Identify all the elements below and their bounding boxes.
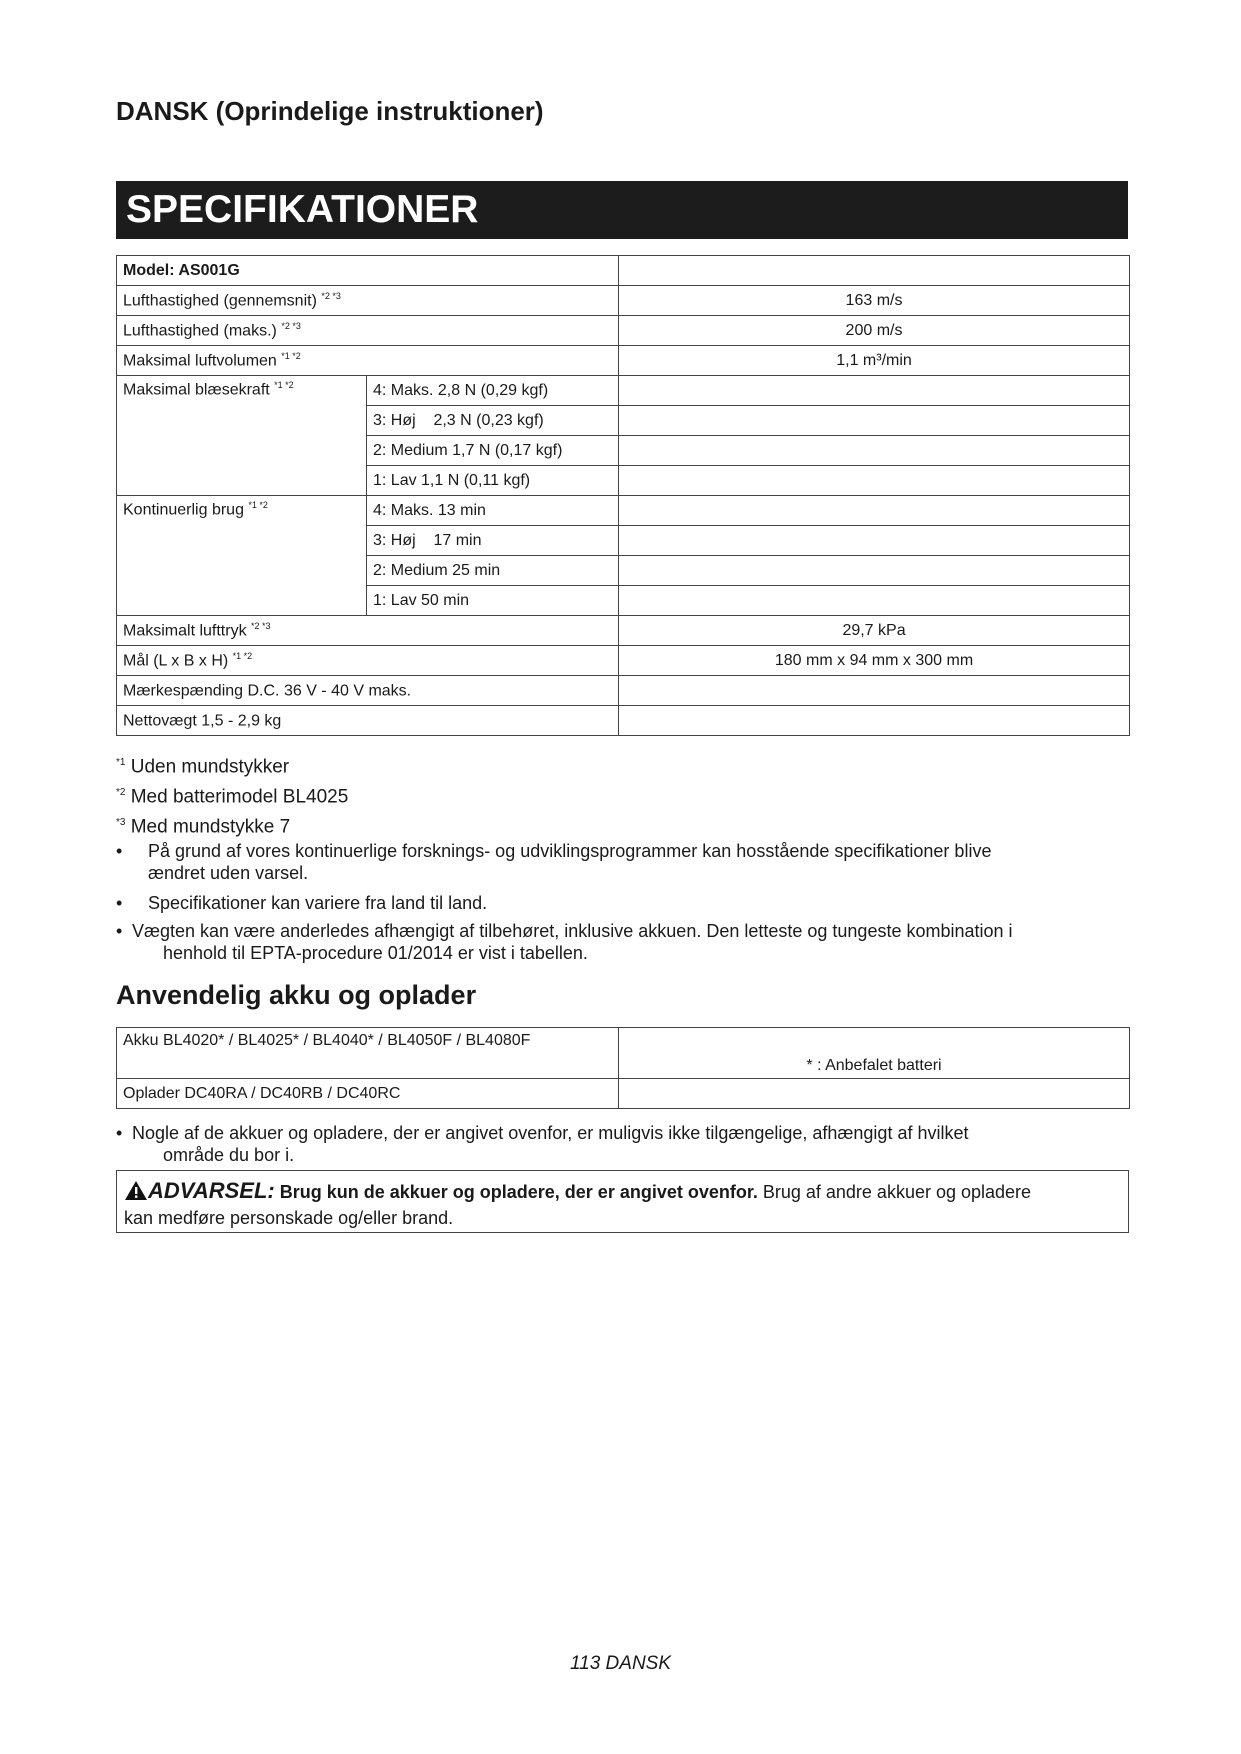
empty-cell — [619, 1079, 1130, 1109]
footnote: $^{*1}$ Uden mundstykker — [116, 756, 290, 778]
spec-value: 200 m/s — [619, 316, 1130, 346]
bullet-mark: • — [116, 921, 123, 941]
spec-value: 163 m/s — [619, 286, 1130, 316]
table-row — [117, 706, 1130, 736]
akku-cell: Akku BL4020* / BL4025* / BL4040* / BL4050F / BL4080F — [117, 1028, 619, 1079]
table-row — [117, 376, 1130, 406]
spec-value — [619, 676, 1130, 706]
warning-text: Brug af andre akkuer og opladere — [757, 1182, 1032, 1202]
table-row — [117, 616, 1130, 646]
mode-cell: 2: Medium 1,7 N (0,17 kgf) — [367, 436, 619, 466]
bullet-text: På grund af vores kontinuerlige forsknings- og udviklingsprogrammer kan hosstående specifikationer blive — [148, 841, 992, 861]
footnote: $^{*3}$ Med mundstykke 7 — [116, 816, 291, 838]
mode-cell: 4: Maks. 13 min — [367, 496, 619, 526]
empty-cell — [619, 406, 1130, 436]
page-footer: 113 DANSK — [569, 1653, 672, 1674]
spec-value: 29,7 kPa — [619, 616, 1130, 646]
bullet-text: område du bor i. — [163, 1145, 295, 1165]
empty-cell — [619, 586, 1130, 616]
bullet-text: Nogle af de akkuer og opladere, der er angivet ovenfor, er muligvis ikke tilgængelige, afhængigt af hvilket — [132, 1123, 969, 1143]
bullet-text: ændret uden varsel. — [148, 863, 309, 883]
spec-label: Lufthastighed (maks.) $^{*2 *3}$ — [117, 316, 619, 346]
bullet-item — [116, 840, 1126, 884]
table-row — [117, 676, 1130, 706]
spec-label: Maksimal luftvolumen $^{*1 *2}$ — [117, 346, 619, 376]
bullet-text: henhold til EPTA-procedure 01/2014 er vist i tabellen. — [163, 943, 588, 963]
empty-cell — [619, 556, 1130, 586]
mode-cell: 3: Høj 2,3 N (0,23 kgf) — [367, 406, 619, 436]
spec-value: 1,1 m³/min — [619, 346, 1130, 376]
empty-cell — [619, 436, 1130, 466]
table-row — [117, 1079, 1130, 1109]
page-language-title: DANSK (Oprindelige instruktioner) — [116, 96, 544, 126]
akku-section-title: Anvendelig akku og oplader — [116, 980, 477, 1010]
table-row — [117, 646, 1130, 676]
table-row — [117, 346, 1130, 376]
bullet-text: Specifikationer kan variere fra land til land. — [148, 893, 488, 913]
spec-label: Maksimal blæsekraft $^{*1 *2}$ — [117, 376, 367, 496]
empty-cell — [619, 526, 1130, 556]
mode-cell: 4: Maks. 2,8 N (0,29 kgf) — [367, 376, 619, 406]
akku-table — [116, 1027, 1130, 1109]
spec-label: Mål (L x B x H) $^{*1 *2}$ — [117, 646, 619, 676]
spec-label: Mærkespænding D.C. 36 V - 40 V maks. — [117, 676, 619, 706]
section-banner: SPECIFIKATIONER — [116, 181, 1128, 239]
warning-triangle-icon — [124, 1180, 148, 1207]
footnote: $^{*2}$ Med batterimodel BL4025 — [116, 786, 349, 808]
empty-cell — [619, 466, 1130, 496]
akku-note: * : Anbefalet batteri — [619, 1028, 1130, 1079]
spec-value — [619, 706, 1130, 736]
bullet-mark: • — [116, 1123, 123, 1143]
bullet-item — [116, 920, 1126, 964]
spec-label: Nettovægt 1,5 - 2,9 kg — [117, 706, 619, 736]
table-row — [117, 286, 1130, 316]
table-row — [117, 316, 1130, 346]
bullet-mark: • — [116, 841, 123, 861]
table-row — [117, 496, 1130, 526]
specification-table — [116, 255, 1130, 736]
spec-label: Kontinuerlig brug $^{*1 *2}$ — [117, 496, 367, 616]
table-row — [117, 256, 1130, 286]
spec-label: Lufthastighed (gennemsnit) $^{*2 *3}$ — [117, 286, 619, 316]
warning-bold-text: Brug kun de akkuer og opladere, der er angivet ovenfor. — [279, 1182, 758, 1202]
spec-label: Maksimalt lufttryk $^{*2 *3}$ — [117, 616, 619, 646]
warning-text: kan medføre personskade og/eller brand. — [124, 1208, 454, 1228]
bullet-item — [116, 1122, 1126, 1166]
charger-cell: Oplader DC40RA / DC40RB / DC40RC — [117, 1079, 619, 1109]
spec-value: 180 mm x 94 mm x 300 mm — [619, 646, 1130, 676]
bullet-item — [116, 892, 1126, 914]
mode-cell: 1: Lav 1,1 N (0,11 kgf) — [367, 466, 619, 496]
warning-label: ADVARSEL: — [148, 1178, 275, 1203]
model-cell: Model: AS001G — [117, 256, 619, 286]
mode-cell: 1: Lav 50 min — [367, 586, 619, 616]
empty-cell — [619, 376, 1130, 406]
bullet-mark: • — [116, 893, 123, 913]
bullet-text: Vægten kan være anderledes afhængigt af tilbehøret, inklusive akkuen. Den letteste og tungeste kombination i — [132, 921, 1013, 941]
empty-cell — [619, 256, 1130, 286]
table-row — [117, 1028, 1130, 1079]
warning-box — [116, 1170, 1129, 1233]
mode-cell: 3: Høj 17 min — [367, 526, 619, 556]
mode-cell: 2: Medium 25 min — [367, 556, 619, 586]
empty-cell — [619, 496, 1130, 526]
